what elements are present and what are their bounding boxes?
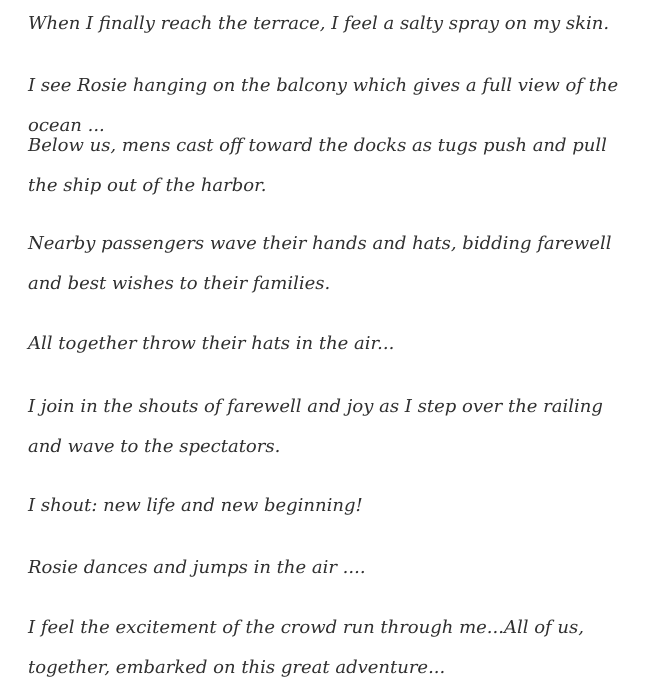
paragraph-railing: I join in the shouts of farewell and joy as I step over the railing and wave to the spectators. [28, 396, 603, 457]
paragraph-rosie-balcony: I see Rosie hanging on the balcony which gives a full view of the ocean ... [28, 75, 619, 136]
paragraph-adventure: I feel the excitement of the crowd run through me...All of us, together, embarked on this great adventure... [28, 617, 584, 678]
paragraph-harbor: Below us, mens cast off toward the docks as tugs push and pull the ship out of the harbor. [28, 135, 607, 196]
paragraph-hats: All together throw their hats in the air... [28, 333, 395, 354]
paragraph-rosie-dances: Rosie dances and jumps in the air .... [28, 557, 366, 578]
paragraph-shout: I shout: new life and new beginning! [28, 495, 363, 516]
paragraph-passengers: Nearby passengers wave their hands and hats, bidding farewell and best wishes to their families. [28, 233, 612, 294]
paragraph-terrace: When I finally reach the terrace, I feel a salty spray on my skin. [28, 13, 610, 34]
